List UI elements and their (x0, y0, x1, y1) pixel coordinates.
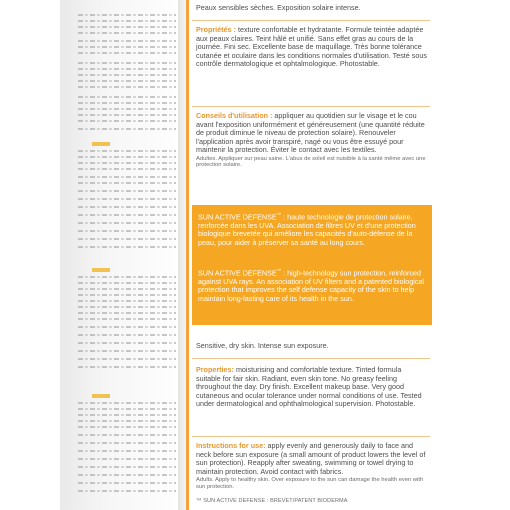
en-properties-text (196, 366, 428, 409)
en-usage-body: apply evenly and generously daily to face and neck before sun exposure (a small amount of product lowers the level of sun protection). Reapply after sweating, swimming or towel drying to maintain protection. Avoid contact with fabrics. (196, 441, 426, 476)
flap-heading-mark (92, 268, 110, 272)
flap-text-line (78, 198, 176, 200)
defense-fr-block (198, 211, 426, 247)
flap-text-line (78, 402, 176, 404)
flap-text-line (78, 326, 176, 328)
en-usage-warning: Adults. Apply to healthy skin. Over exposure to the sun can damage the health even with sun protection. (196, 477, 424, 490)
flap-text-line (78, 282, 176, 284)
flap-text-line (78, 182, 176, 184)
defense-fr-body: : haute technologie de protection solaire, renforcée dans les UVA. Association de filtres UV et d'une protection biologique brevetée qui améliore les capacités d'auto-défense de la peau, pour aider à préserver sa santé au long cours. (198, 212, 416, 247)
flap-text-line (78, 466, 176, 468)
flap-text-line (78, 46, 176, 48)
fr-properties-block (196, 26, 428, 69)
divider (192, 436, 430, 437)
flap-text-line (78, 206, 176, 208)
defense-en-text (198, 267, 426, 303)
en-intro: Sensitive, dry skin. Intense sun exposure. (196, 341, 329, 350)
flap-text-line (78, 96, 176, 98)
flap-text-line (78, 426, 176, 428)
flap-text-line (78, 20, 176, 22)
flap-text-line (78, 120, 176, 122)
divider (192, 106, 430, 107)
flap-text-line (78, 358, 176, 360)
fr-properties-title: Propriétés : (196, 25, 236, 34)
flap-text-line (78, 474, 176, 476)
flap-text-line (78, 334, 176, 336)
flap-text-line (78, 276, 176, 278)
flap-text-line (78, 414, 176, 416)
fr-usage-warning: Adultes. Appliquer sur peau saine. L'abus de soleil est nuisible à la santé même avec une protection solaire. (196, 155, 426, 169)
en-usage-block (196, 442, 428, 491)
defense-en-title: SUN ACTIVE DEFENSE (198, 268, 277, 278)
fold-edge (186, 0, 189, 510)
fr-usage-title: Conseils d'utilisation : (196, 111, 273, 120)
en-properties-title: Properties: (196, 365, 234, 374)
fr-intro-block (196, 4, 428, 13)
flap-text-line (78, 176, 176, 178)
flap-text-line (78, 114, 176, 116)
flap-text-line (78, 156, 176, 158)
flap-text-line (78, 32, 176, 34)
flap-text-line (78, 68, 176, 70)
back-panel (192, 0, 452, 510)
defense-fr-mark: ™ (276, 212, 282, 217)
flap-text-line (78, 238, 176, 240)
defense-fr-title: SUN ACTIVE DEFENSE (198, 212, 277, 222)
flap-text-line (78, 294, 176, 296)
en-usage-title: Instructions for use: (196, 441, 266, 450)
flap-text-line (78, 80, 176, 82)
defense-en-block (198, 267, 426, 303)
flap-text-line (78, 312, 176, 314)
defense-en-body: : high-technology sun protection, reinforced against UVA rays. An association of UV filters and a patented biological protection that improves the self defense capacity of the skin to help maintain long-lasting care of its health in the sun. (198, 268, 425, 303)
flap-text-line (78, 214, 176, 216)
flap-text-line (78, 190, 176, 192)
flap-text-line (78, 300, 176, 302)
flap-text-line (78, 102, 176, 104)
flap-text-line (78, 62, 176, 64)
patent-footer: ™ SUN ACTIVE DEFENSE : BREVET/PATENT BIODERMA (196, 498, 348, 504)
flap-heading-mark (92, 142, 110, 146)
flap-text-line (78, 150, 176, 152)
flap-text-line (78, 366, 176, 368)
divider (192, 20, 430, 21)
flap-text-line (78, 482, 176, 484)
flap-text-line (78, 450, 176, 452)
flap-text-line (78, 434, 176, 436)
fr-usage-block (196, 112, 428, 169)
fr-usage-body: appliquer au quotidien sur le visage et le cou avant l'exposition uniformément et généreusement (une quantité réduite de produit diminue le niveau de protection solaire). Renouveler l'application après avoir transpiré, nagé ou vous être essuyé pour maintenir la protection. Éviter le contact avec les textiles. (196, 111, 425, 154)
flap-text-line (78, 168, 176, 170)
flap-text-line (78, 230, 176, 232)
defense-fr-text (198, 211, 426, 247)
flap-text-line (78, 246, 176, 248)
fold-shadow (178, 0, 192, 510)
flap-text-line (78, 14, 176, 16)
fr-properties-body: texture confortable et hydratante. Formule teintée adaptée aux peaux claires. Teint hâlé et unifié. Sans effet gras au cours de la journée. Fini sec. Excellente base de maquillage. Très bonne tolérance cutanée et oculaire dans les conditions normales d'utilisation. Testé sous contrôle dermatologique et ophtalmologique. Photostable. (196, 25, 427, 68)
en-properties-block (196, 366, 428, 409)
flap-text-line (78, 458, 176, 460)
flap-text-line (78, 288, 176, 290)
en-usage-text (196, 442, 428, 476)
flap-heading-mark (92, 394, 110, 398)
flap-text-line (78, 490, 176, 492)
fr-usage-text (196, 112, 428, 155)
flap-text-line (78, 26, 176, 28)
flap-text-line (78, 86, 176, 88)
flap-text-line (78, 222, 176, 224)
flap-text-line (78, 420, 176, 422)
fr-properties-text (196, 26, 428, 69)
background-margin (452, 0, 510, 510)
flap-text-line (78, 442, 176, 444)
flap-text-line (78, 128, 176, 130)
flap-text-line (78, 342, 176, 344)
divider (192, 358, 430, 359)
flap-text-line (78, 162, 176, 164)
flap-text-line (78, 74, 176, 76)
fr-intro: Peaux sensibles sèches. Exposition solaire intense. (196, 3, 361, 12)
flap-text-line (78, 318, 176, 320)
flap-text-line (78, 52, 176, 54)
sun-active-defense-box (192, 205, 432, 325)
flap-text-line (78, 408, 176, 410)
flap-text-line (78, 40, 176, 42)
flap-text-line (78, 108, 176, 110)
flap-text-line (78, 306, 176, 308)
folded-side-flap (60, 0, 188, 510)
en-properties-body: moisturising and comfortable texture. Tinted formula suitable for fair skin. Radiant, even skin tone. No greasy feeling throughout the day. Dry finish. Excellent makeup base. Very good cutaneous and ocular tolerance under normal conditions of use. Tested under dermatological and ophthalmological supervision. Photostable. (196, 365, 422, 408)
en-intro-block (196, 342, 428, 351)
defense-en-mark: ™ (276, 268, 282, 273)
flap-text-line (78, 350, 176, 352)
